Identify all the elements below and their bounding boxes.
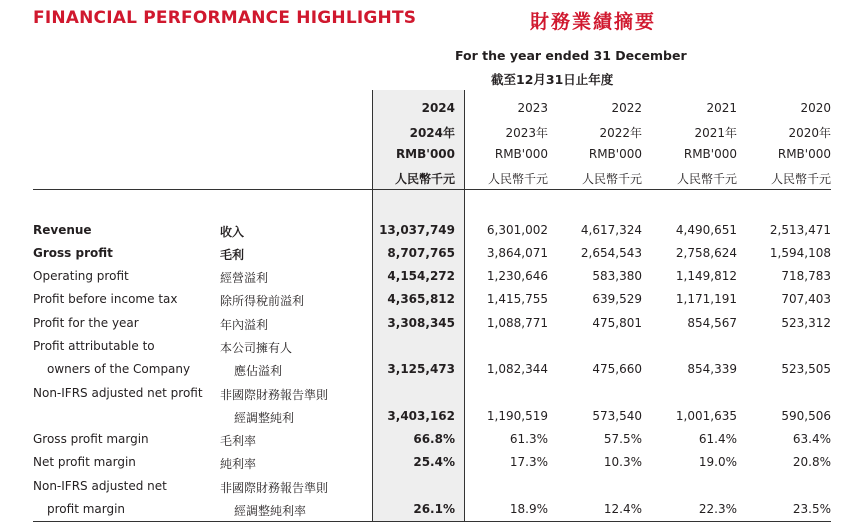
column-year: 2022 (611, 101, 642, 115)
column-unit: RMB'000 (777, 147, 831, 161)
cell-2023: 1,190,519 (486, 409, 548, 423)
cell-2021: 854,339 (687, 362, 737, 376)
cell-2021: 4,490,651 (675, 223, 737, 237)
cell-2020: 707,403 (781, 292, 831, 306)
row-label-cn: 毛利 (220, 248, 245, 262)
column-unit: RMB'000 (588, 147, 642, 161)
cell-2024: 66.8% (413, 432, 455, 446)
cell-2022: 12.4% (603, 502, 642, 516)
cell-2022: 4,617,324 (580, 223, 642, 237)
cell-2023: 1,082,344 (486, 362, 548, 376)
column-year-cn: 2023年 (505, 126, 548, 140)
column-unit-cn: 人民幣千元 (770, 172, 831, 186)
column-unit: RMB'000 (683, 147, 737, 161)
row-label-cn: 純利率 (220, 457, 257, 471)
cell-2020: 2,513,471 (769, 223, 831, 237)
row-label-cn: 除所得稅前溢利 (220, 294, 305, 308)
row-label: Non-IFRS adjusted net profit (33, 386, 203, 400)
cell-2020: 523,505 (781, 362, 831, 376)
cell-2023: 1,415,755 (486, 292, 548, 306)
row-label-cn: 非國際財務報告準則 (220, 481, 329, 495)
cell-2023: 6,301,002 (486, 223, 548, 237)
row-label: Gross profit (33, 246, 113, 260)
row-label: Revenue (33, 223, 92, 237)
cell-2022: 10.3% (603, 455, 642, 469)
row-label-line2: profit margin (47, 502, 126, 516)
column-year-cn: 2021年 (694, 126, 737, 140)
cell-2020: 523,312 (781, 316, 831, 330)
cell-2022: 57.5% (603, 432, 642, 446)
cell-2020: 1,594,108 (769, 246, 831, 260)
row-label: Profit for the year (33, 316, 139, 330)
cell-2023: 18.9% (509, 502, 548, 516)
cell-2021: 61.4% (698, 432, 737, 446)
row-label: Non-IFRS adjusted net (33, 479, 167, 493)
cell-2021: 19.0% (698, 455, 737, 469)
period-en: For the year ended 31 December (455, 48, 687, 63)
row-label-line2: owners of the Company (47, 362, 191, 376)
cell-2021: 1,001,635 (675, 409, 737, 423)
cell-2020: 718,783 (781, 269, 831, 283)
header-rule (33, 189, 831, 190)
column-unit-cn: 人民幣千元 (394, 172, 455, 186)
cell-2022: 573,540 (592, 409, 642, 423)
column-unit: RMB'000 (395, 147, 455, 161)
cell-2021: 854,567 (687, 316, 737, 330)
row-label-cn: 收入 (220, 225, 245, 239)
column-year-cn: 2024年 (409, 126, 455, 140)
cell-2021: 1,171,191 (675, 292, 737, 306)
cell-2021: 2,758,624 (675, 246, 737, 260)
row-label-cn: 經營溢利 (220, 271, 269, 285)
row-label: Profit attributable to (33, 339, 155, 353)
row-label-cn: 本公司擁有人 (220, 341, 293, 355)
column-unit-cn: 人民幣千元 (676, 172, 737, 186)
column-year: 2024 (421, 101, 455, 115)
cell-2022: 475,801 (592, 316, 642, 330)
cell-2024: 8,707,765 (387, 246, 455, 260)
cell-2022: 475,660 (592, 362, 642, 376)
cell-2022: 583,380 (592, 269, 642, 283)
cell-2023: 1,088,771 (486, 316, 548, 330)
cell-2021: 22.3% (698, 502, 737, 516)
cell-2022: 639,529 (592, 292, 642, 306)
row-label-cn: 年內溢利 (220, 318, 269, 332)
row-label-cn-line2: 經調整純利率 (234, 504, 307, 518)
bottom-rule (33, 521, 831, 522)
column-year: 2021 (706, 101, 737, 115)
cell-2024: 25.4% (413, 455, 455, 469)
cell-2024: 13,037,749 (379, 223, 455, 237)
cell-2024: 26.1% (413, 502, 455, 516)
column-year-cn: 2020年 (788, 126, 831, 140)
cell-2023: 1,230,646 (486, 269, 548, 283)
column-unit-cn: 人民幣千元 (487, 172, 548, 186)
period-cn: 截至12月31日止年度 (491, 72, 614, 87)
cell-2020: 23.5% (792, 502, 831, 516)
row-label-cn: 非國際財務報告準則 (220, 388, 329, 402)
row-label-cn-line2: 經調整純利 (234, 411, 295, 425)
cell-2024: 3,403,162 (387, 409, 455, 423)
row-label-cn-line2: 應佔溢利 (234, 364, 283, 378)
cell-2020: 590,506 (781, 409, 831, 423)
row-label: Operating profit (33, 269, 129, 283)
title-cn: 財務業績摘要 (530, 11, 657, 33)
column-unit-cn: 人民幣千元 (581, 172, 642, 186)
title-en: FINANCIAL PERFORMANCE HIGHLIGHTS (33, 8, 417, 28)
cell-2024: 4,365,812 (387, 292, 455, 306)
row-label: Net profit margin (33, 455, 136, 469)
column-unit: RMB'000 (494, 147, 548, 161)
cell-2021: 1,149,812 (675, 269, 737, 283)
cell-2023: 17.3% (509, 455, 548, 469)
cell-2022: 2,654,543 (580, 246, 642, 260)
row-label-cn: 毛利率 (220, 434, 257, 448)
cell-2023: 61.3% (509, 432, 548, 446)
column-year-cn: 2022年 (599, 126, 642, 140)
cell-2024: 3,125,473 (387, 362, 455, 376)
column-year: 2020 (800, 101, 831, 115)
column-year: 2023 (517, 101, 548, 115)
cell-2024: 4,154,272 (387, 269, 455, 283)
cell-2020: 20.8% (792, 455, 831, 469)
cell-2023: 3,864,071 (486, 246, 548, 260)
cell-2020: 63.4% (792, 432, 831, 446)
row-label: Profit before income tax (33, 292, 178, 306)
row-label: Gross profit margin (33, 432, 149, 446)
cell-2024: 3,308,345 (387, 316, 455, 330)
